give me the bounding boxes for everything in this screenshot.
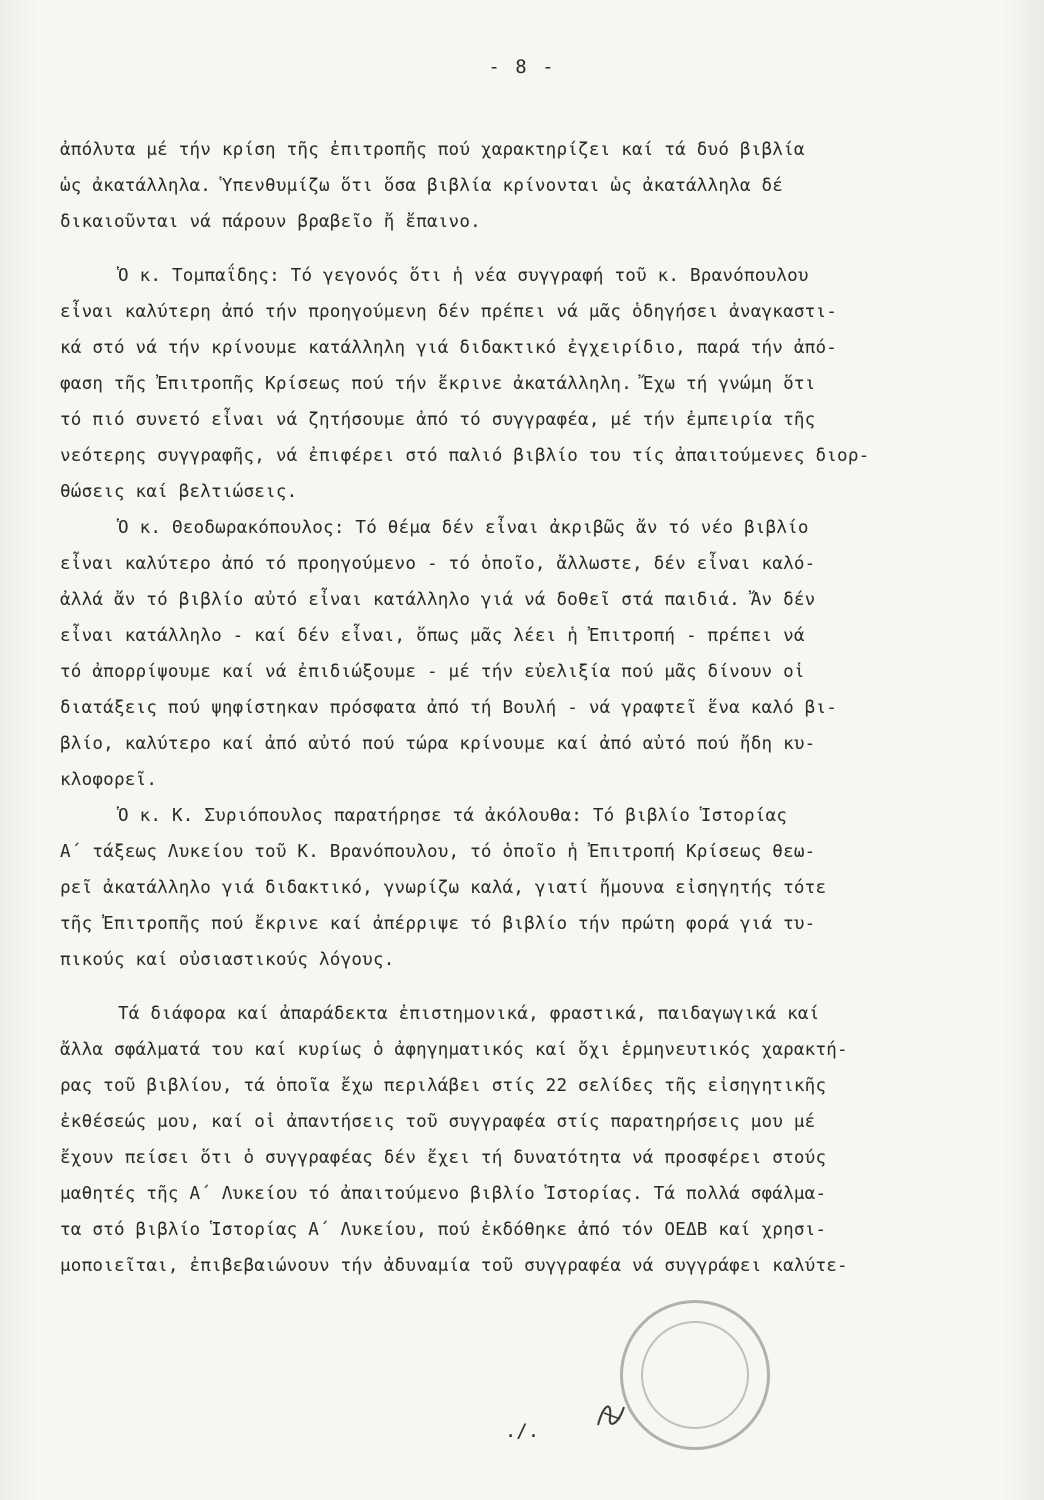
text-line: τα στό βιβλίο Ἱστορίας Α΄ Λυκείου, πού ἐκδόθηκε ἀπό τόν ΟΕΔΒ καί χρησι-	[60, 1220, 827, 1240]
text-line: τό πιό συνετό εἶναι νά ζητήσουμε ἀπό τό συγγραφέα, μέ τήν ἐμπειρία τῆς	[60, 410, 816, 430]
text-line: Ὁ κ. Κ. Συριόπουλος παρατήρησε τά ἀκόλουθα: Τό βιβλίο Ἱστορίας	[118, 806, 788, 826]
text-line: ἔχουν πείσει ὅτι ὁ συγγραφέας δέν ἔχει τή δυνατότητα νά προσφέρει στούς	[60, 1148, 827, 1168]
text-line: ρας τοῦ βιβλίου, τά ὁποῖα ἔχω περιλάβει στίς 22 σελίδες τῆς εἰσηγητικῆς	[60, 1076, 827, 1096]
text-line: μοποιεῖται, ἐπιβεβαιώνουν τήν ἀδυναμία τοῦ συγγραφέα νά συγγράφει καλύτε-	[60, 1256, 848, 1276]
text-line: πικούς καί οὐσιαστικούς λόγους.	[60, 950, 395, 970]
text-line: ἀλλά ἄν τό βιβλίο αὐτό εἶναι κατάλληλο γιά νά δοθεῖ στά παιδιά. Ἄν δέν	[60, 590, 816, 610]
text-line: τῆς Ἐπιτροπῆς πού ἔκρινε καί ἀπέρριψε τό βιβλίο τήν πρώτη φορά γιά τυ-	[60, 914, 816, 934]
text-line: ἀπόλυτα μέ τήν κρίση τῆς ἐπιτροπῆς πού χαρακτηρίζει καί τά δυό βιβλία	[60, 140, 805, 160]
text-line: κά στό νά τήν κρίνουμε κατάλληλη γιά διδακτικό ἐγχειρίδιο, παρά τήν ἀπό-	[60, 338, 838, 358]
text-line: Τά διάφορα καί ἀπαράδεκτα ἐπιστημονικά, φραστικά, παιδαγωγικά καί	[118, 1004, 820, 1024]
text-line: ἄλλα σφάλματά του καί κυρίως ὁ ἀφηγηματικός καί ὄχι ἑρμηνευτικός χαρακτή-	[60, 1040, 848, 1060]
text-line: φαση τῆς Ἐπιτροπῆς Κρίσεως πού τήν ἔκρινε ἀκατάλληλη. Ἔχω τή γνώμη ὅτι	[60, 374, 816, 394]
text-line: Α΄ τάξεως Λυκείου τοῦ Κ. Βρανόπουλου, τό ὁποῖο ἡ Ἐπιτροπή Κρίσεως θεω-	[60, 842, 816, 862]
text-line: θώσεις καί βελτιώσεις.	[60, 482, 298, 502]
text-line: τό ἀπορρίψουμε καί νά ἐπιδιώξουμε - μέ τήν εὐελιξία πού μᾶς δίνουν οἱ	[60, 662, 805, 682]
stamp-inner-ring	[641, 1321, 749, 1429]
text-line: ἐκθέσεώς μου, καί οἱ ἀπαντήσεις τοῦ συγγραφέα στίς παρατηρήσεις μου μέ	[60, 1112, 816, 1132]
text-line: βλίο, καλύτερο καί ἀπό αὐτό πού τώρα κρίνουμε καί ἀπό αὐτό πού ἤδη κυ-	[60, 734, 816, 754]
text-line: δικαιοῦνται νά πάρουν βραβεῖο ἤ ἔπαινο.	[60, 212, 481, 232]
text-line: ὡς ἀκατάλληλα. Ὑπενθυμίζω ὅτι ὅσα βιβλία κρίνονται ὡς ἀκατάλληλα δέ	[60, 176, 784, 196]
text-line: ρεῖ ἀκατάλληλο γιά διδακτικό, γνωρίζω καλά, γιατί ἤμουνα εἰσηγητής τότε	[60, 878, 827, 898]
text-line: διατάξεις πού ψηφίστηκαν πρόσφατα ἀπό τή Βουλή - νά γραφτεῖ ἕνα καλό βι-	[60, 698, 838, 718]
continuation-mark: ./.	[504, 1420, 540, 1442]
body-text	[60, 132, 1020, 1284]
text-line: Ὁ κ. Τομπαΐδης: Τό γεγονός ὅτι ἡ νέα συγγραφή τοῦ κ. Βρανόπουλου	[118, 266, 809, 286]
text-line: Ὁ κ. Θεοδωρακόπουλος: Τό θέμα δέν εἶναι ἀκριβῶς ἄν τό νέο βιβλίο	[118, 518, 809, 538]
page-number: - 8 -	[488, 56, 556, 78]
text-line: εἶναι καλύτερη ἀπό τήν προηγούμενη δέν πρέπει νά μᾶς ὁδηγήσει ἀναγκαστι-	[60, 302, 838, 322]
text-line: εἶναι κατάλληλο - καί δέν εἶναι, ὅπως μᾶς λέει ἡ Ἐπιτροπή - πρέπει νά	[60, 626, 805, 646]
text-line: εἶναι καλύτερο ἀπό τό προηγούμενο - τό ὁποῖο, ἄλλωστε, δέν εἶναι καλό-	[60, 554, 816, 574]
text-line: κλοφορεῖ.	[60, 770, 158, 790]
text-line: μαθητές τῆς Α΄ Λυκείου τό ἀπαιτούμενο βιβλίο Ἱστορίας. Τά πολλά σφάλμα-	[60, 1184, 827, 1204]
text-line: νεότερης συγγραφῆς, νά ἐπιφέρει στό παλιό βιβλίο του τίς ἀπαιτούμενες διορ-	[60, 446, 870, 466]
